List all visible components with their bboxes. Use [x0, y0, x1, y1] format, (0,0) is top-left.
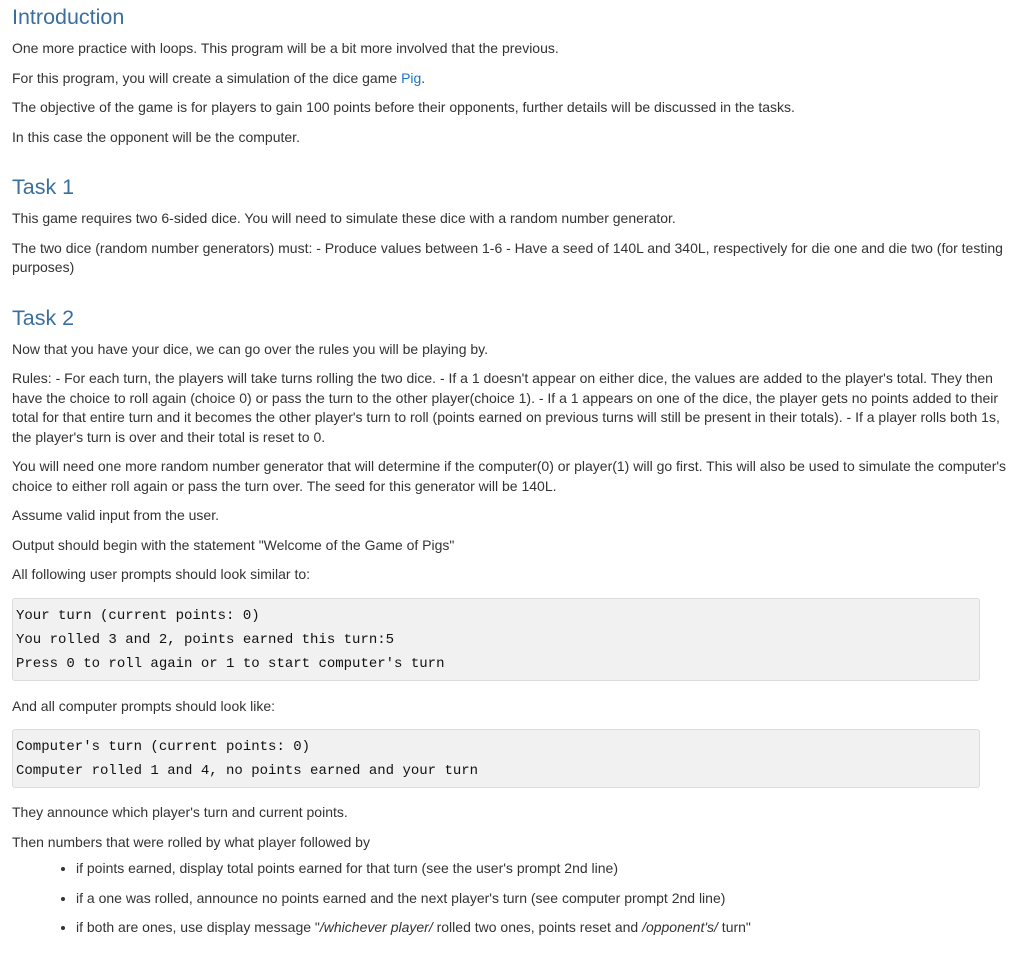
user-prompt-code-block: [12, 598, 980, 681]
task2-rules-paragraph: Rules: - For each turn, the players will take turns rolling the two dice. - If a 1 doesn't appear on either dice, the values are added to the player's total. They then have the choice to roll again (choice 0) or pass the turn to the other player(choice 1). - If a 1 appears on one of the dice, the player gets no points added to their total for that entire turn and it becomes the other player's turn to roll (points earned on previous turns will still be present in their totals). - If a player rolls both 1s, the player's turn is over and their total is reset to 0.: [12, 370, 1000, 445]
computer-prompt-code-block: [12, 729, 980, 788]
task1-paragraph-1: This game requires two 6-sided dice. You will need to simulate these dice with a random number generator.: [12, 210, 676, 226]
bullet-emphasis: /opponent's/: [642, 919, 718, 935]
bullet-text: rolled two ones, points reset and: [432, 919, 643, 935]
intro-paragraph-2-end: .: [421, 69, 426, 86]
intro-paragraph-2-text: For this program, you will create a simulation of the dice game: [12, 69, 402, 86]
code-line: Press 0 to roll again or 1 to start computer's turn: [16, 655, 445, 672]
task2-paragraph-1: Now that you have your dice, we can go over the rules you will be playing by.: [12, 340, 488, 357]
pig-link[interactable]: Pig: [401, 69, 422, 86]
task2-announce-paragraph: They announce which player's turn and current points.: [12, 804, 348, 820]
intro-paragraph-4: In this case the opponent will be the computer.: [12, 128, 300, 145]
intro-paragraph-3: The objective of the game is for players to gain 100 points before their opponents, further details will be discussed in the tasks.: [12, 99, 795, 115]
intro-paragraph-1: One more practice with loops. This program will be a bit more involved that the previous.: [12, 40, 559, 56]
list-item: • if a one was rolled, announce no points earned and the next player's turn (see computer prompt 2nd line): [76, 889, 1012, 909]
intro-paragraph-2: [12, 69, 1012, 89]
list-item: • if points earned, display total points earned for that turn (see the user's prompt 2nd line): [76, 859, 1012, 879]
code-line: Your turn (current points: 0): [16, 607, 260, 624]
introduction-heading: Introduction: [12, 5, 125, 29]
assignment-page: [0, 3, 1024, 938]
task2-heading: Task 2: [12, 305, 75, 330]
task2-rng-paragraph: You will need one more random number generator that will determine if the computer(0) or player(1) will go first. This will also be used to simulate the computer's choice to either roll again or pass the turn over. The seed for this generator will be 140L.: [12, 458, 1007, 494]
task2-then-paragraph: Then numbers that were rolled by what player followed by: [12, 833, 370, 850]
task2-prompts-intro: All following user prompts should look similar to:: [12, 566, 311, 582]
task2-assume-paragraph: Assume valid input from the user.: [12, 507, 219, 523]
list-item: [76, 918, 1012, 938]
code-line: Computer rolled 1 and 4, no points earned and your turn: [16, 763, 479, 779]
bullet-emphasis: /whichever player/: [319, 919, 433, 935]
task2-computer-intro: And all computer prompts should look like:: [12, 697, 276, 714]
bullet-text: turn": [717, 919, 751, 935]
task1-heading: Task 1: [12, 175, 75, 199]
output-rules-list: [12, 859, 1012, 938]
code-line: Computer's turn (current points: 0): [16, 739, 311, 755]
bullet-text: if both are ones, use display message ": [76, 919, 320, 935]
task1-paragraph-2: The two dice (random number generators) must: - Produce values between 1-6 - Have a seed of 140L and 340L, respectively for die one and die two (for testing purposes): [12, 239, 1003, 275]
code-line: You rolled 3 and 2, points earned this turn:5: [16, 631, 395, 648]
task2-output-paragraph: Output should begin with the statement "Welcome of the Game of Pigs": [12, 536, 455, 553]
